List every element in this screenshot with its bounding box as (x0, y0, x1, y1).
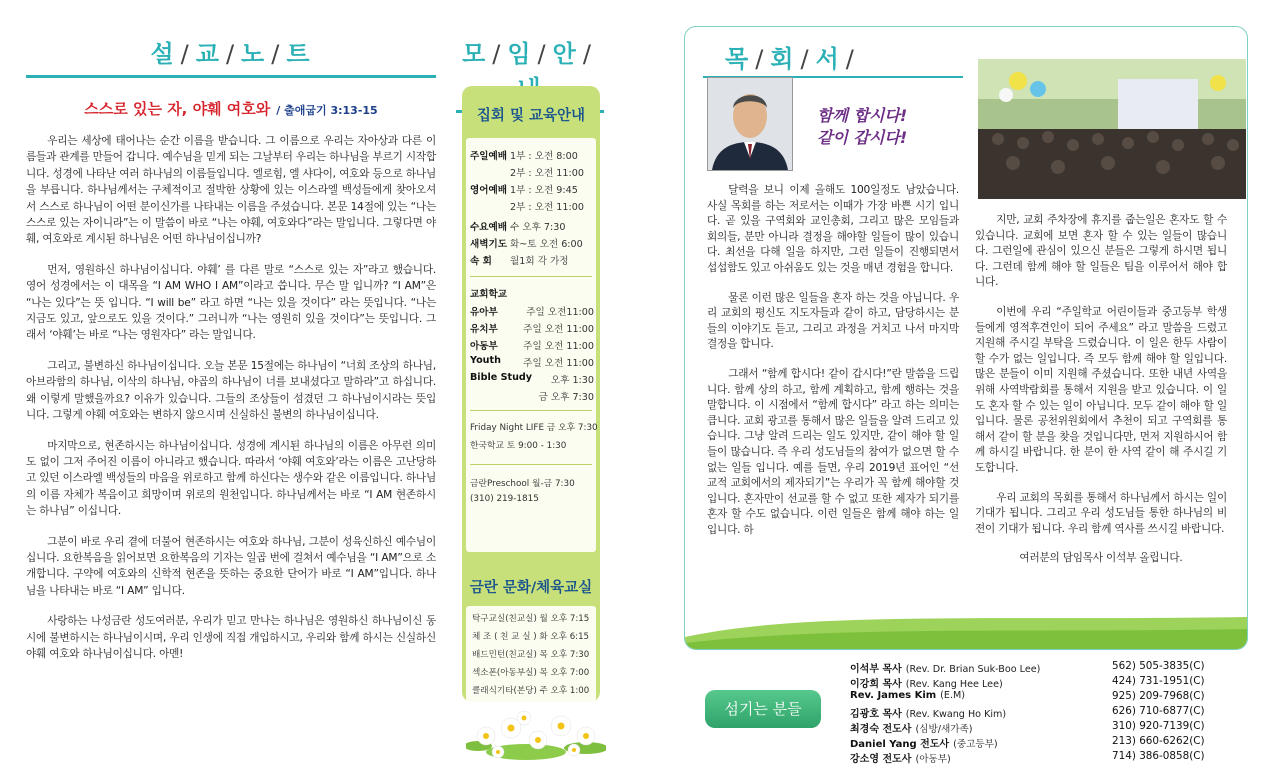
schedule-divider (470, 276, 592, 277)
staff-name: 이강희 목사 (850, 679, 902, 690)
staff-phone: 925) 209-7968(C) (1112, 690, 1205, 702)
staff-english-name: (중고등부) (953, 739, 998, 750)
staff-phone: 213) 660-6262(C) (1112, 735, 1205, 747)
sermon-reference: / 출애굽기 3:13-15 (276, 104, 378, 117)
school-label: Bible Study (470, 372, 533, 383)
worship-label: 영어예배 (470, 185, 508, 196)
staff-name: Daniel Yang 전도사 (850, 739, 950, 750)
header-char: 서 (815, 45, 841, 73)
sermon-paragraph: 사랑하는 나성금란 성도여러분, 우리가 믿고 만나는 하나님은 영원하신 하나님이신 동시에 불변하시는 하나님이시며, 우리 인생에 직접 개입하시고, 우리와 함께 하시는 신실하신 야훼 여호와 하나님이십니다. 아멘! (26, 615, 436, 660)
staff-english-name: (Rev. Kwang Ho Kim) (905, 709, 1007, 720)
school-label: 유치부 (470, 324, 498, 335)
schedule-divider (470, 464, 592, 465)
header-char: 회 (770, 45, 796, 73)
header-char: 안 (552, 40, 578, 68)
school-label: Youth (470, 355, 501, 366)
preschool-line: 금란Preschool 월-금 7:30 (470, 479, 575, 489)
school-row (470, 338, 594, 352)
worship-time: 수 오후 7:30 (510, 222, 566, 233)
service-section-title: 집회 및 교육안내 (476, 108, 586, 124)
staff-row (850, 735, 1250, 750)
letter-paragraph: 그래서 “함께 합시다! 같이 갑시다!”란 말씀을 드립니다. 함께 상의 하고, 함께 계획하고, 함께 행하는 것을 말합니다. 이 시점에서 “함께 합시다” 라고 하는 의미는 큽니다. 교회 광고를 통해서 많은 일들을 알려 드리고 있습니다. 그냥 알려 드리는 일도 있지만, 같이 해야 할 일들이 많습니다. 즉 우리 성도님들의 참여가 없으면 할 수 없는 일들 입니다. 예를 들면, 우리 2019년 표어인 “선교적 교회에서의 제자되기”는 우리가 꼭 함께 해야할 것입니다. 혼자만이 선교를 할 수 없고 또한 제자가 되기를 혼자 할 수도 없습니다. 이런 일들은 함께 해야 하는 일입니다. 하 (707, 367, 959, 536)
worship-time: 2부 : 오전 11:00 (510, 168, 584, 179)
culture-row: 섹소폰(아동부실) 목 오후 7:00 (472, 668, 590, 678)
worship-time: 1부 : 오전 8:00 (510, 151, 578, 162)
staff-row (850, 705, 1250, 720)
sermon-header: 설 / 교 / 노 / 트 (150, 40, 312, 68)
staff-english-name: (Rev. Kang Hee Lee) (905, 679, 1003, 690)
staff-phone: 714) 386-0858(C) (1112, 750, 1205, 762)
staff-phone: 424) 731-1951(C) (1112, 675, 1205, 687)
letter-paragraph: 우리 교회의 목회를 통해서 하나님께서 하시는 일이 기대가 됩니다. 그리고 우리 성도님들 통한 하나님의 비젼이 기대가 됩니다. 우리 함께 역사를 쓰시길 바랍니다. (975, 491, 1227, 535)
school-time: 오후 1:30 (550, 375, 594, 386)
staff-english-name: (E.M) (940, 690, 966, 701)
pastor-letter-panel (684, 26, 1248, 650)
staff-name: 이석부 목사 (850, 664, 902, 675)
school-time: 주일 오전11:00 (526, 307, 594, 318)
worship-label: 주일예배 (470, 151, 508, 162)
staff-name: 김광호 목사 (850, 709, 902, 720)
staff-english-name: (아동부) (915, 754, 951, 765)
letter-right-column (975, 213, 1227, 581)
school-title (470, 286, 594, 300)
school-row (470, 389, 594, 403)
staff-row (850, 660, 1250, 675)
daisy-flowers-decoration (466, 706, 606, 766)
preschool-phone: (310) 219-1815 (470, 494, 539, 504)
culture-row: 클래식기타(본당) 주 오후 1:00 (472, 686, 590, 696)
school-label: 아동부 (470, 341, 498, 352)
friday-night-line: Friday Night LIFE 금 오후 7:30 (470, 423, 598, 433)
staff-phone: 562) 505-3835(C) (1112, 660, 1205, 672)
church-event-photo (978, 59, 1246, 199)
staff-name: 강소영 전도사 (850, 754, 912, 765)
culture-row: 체 조 ( 친 교 실 ) 화 오후 6:15 (472, 632, 590, 642)
sermon-paragraph: 그리고, 불변하신 하나님이십니다. 오늘 본문 15절에는 하나님이 “너희 조상의 하나님, 아브라함의 하나님, 이삭의 하나님, 야곱의 하나님이 너를 보내셨다고 말하라”고 하십니다. 왜 이렇게 말했을까요? 이유가 있습니다. 그들의 조상들이 섬겼던 그 하나님이시라는 뜻입니다. 그렇게 야훼 여호와는 변하지 않으시며 신실하신 불변의 하나님이십니다. (26, 359, 436, 422)
worship-row (470, 253, 594, 267)
worship-label: 새벽기도 (470, 239, 508, 250)
school-row (470, 304, 594, 318)
staff-row (850, 750, 1250, 765)
congregation-photo-icon (978, 59, 1246, 199)
worship-time: 화~토 오전 6:00 (510, 239, 583, 250)
culture-section-title: 금란 문화/체육교실 (469, 580, 593, 596)
letter-paragraph: 달력을 보니 이제 올해도 100일정도 남았습니다. 사실 목회를 하는 저로서는 이때가 가장 바쁜 시기 입니다. 곧 있을 구역회와 교인총회, 그리고 많은 모임들과 회의들, 분만 아니라 결정을 해야할 일들이 많이 있습니다. 최선을 다해 일을 하지만, 그런 일들이 진행되면서 섭섭함도 있고 아쉬움도 있는 것을 매년 경험을 합니다. (707, 184, 959, 274)
staff-english-name: (Rev. Dr. Brian Suk-Boo Lee) (905, 664, 1041, 675)
header-char: 모 (462, 40, 488, 68)
school-time: 주일 오전 11:00 (523, 358, 594, 369)
school-row (470, 355, 594, 369)
header-char: 교 (195, 40, 221, 68)
school-row (470, 372, 594, 386)
sermon-heading (26, 98, 436, 119)
staff-button[interactable]: 섬기는 분들 (705, 690, 821, 728)
worship-row (470, 148, 594, 162)
school-row (470, 321, 594, 335)
header-char: 트 (286, 40, 312, 68)
worship-row (470, 165, 594, 179)
worship-time: 월1회 각 가정 (510, 256, 569, 267)
header-char: 임 (507, 40, 533, 68)
letter-left-column (707, 183, 959, 552)
sermon-paragraph: 먼저, 영원하신 하나님이십니다. 야훼’ 를 다른 말로 “스스로 있는 자”라고 했습니다. 영어 성경에서는 이 대목을 “I AM WHO I AM”이라고 씁니다. 무슨 말 입니까? “I AM”은 “나는 있다”는 뜻 입니다. “I will be” 라고 하면 “나는 있을 것이다” 라는 뜻입니다. “나는 지금도 있고, 앞으로도 있을 것이다.” 그러니까 “나는 영원히 있을 것이다”는 뜻입니다. 그래서 ‘야훼’는 바로 “나는 영원자다” 라는 말입니다. (26, 263, 436, 342)
staff-row (850, 720, 1250, 735)
slogan (817, 105, 907, 149)
slogan-line-2: 같이 갑시다! (817, 128, 908, 147)
worship-row (470, 219, 594, 233)
pastor-portrait-icon (708, 78, 792, 170)
pastor-header: 목 / 회 / 서 / (725, 39, 885, 109)
letter-paragraph: 이번에 우리 “주일학교 어린이들과 중고등부 학생들에게 영적후견인이 되어 주세요” 라고 말씀을 드렸고 지원해 주시길 부탁을 드렸습니다. 이 일은 한두 사람이 할 수가 없는 일입니다. 즉 모두 함께 해야 할 일입니다. 많은 분들이 이미 지원해 주셨습니다. 또한 내년 사역을 위해 사역박람회를 통해서 지원을 받고 있습니다. 이 일도 혼자 할 수 있는 일이 아닙니다. 모두 같이 해야 할 일입니다. 물론 공천위원회에서 추천이 되고 구역회를 통해서 같이 할 분을 찾을 것입니다만, 먼저 지원하시어 함께 하시길 바랍니다. 한 분이 한 사역 같이 해 주시길 기도합니다. (975, 305, 1227, 474)
letter-paragraph: 물론 이런 많은 일들을 혼자 하는 것을 아닙니다. 우리 교회의 평신도 지도자들과 같이 하고, 담당하시는 분들의 이야기도 듣고, 그리고 과정을 거치고 나서 마지막 결정을 합니다. (707, 291, 959, 351)
header-divider (26, 75, 436, 78)
meetings-header: 모 / 임 / 안 / (456, 34, 604, 104)
sermon-paragraph: 우리는 세상에 태어나는 순간 이름을 받습니다. 그 이름으로 우리는 자아상과 다른 이름들과 관계를 만들어 갑니다. 예수님을 믿게 되는 그날부터 우리는 하나님을 부르기 시작합니다. 성경에 나타난 여러 하나님의 이름들입니다. 엘로힘, 엘 샤다이, 여호와 등으로 하나님을 부릅니다. 하나님께서는 구체적이고 절박한 상황에 있는 이스라엘 백성들에게 찾아오셔서 스스로 하나님이 어떤 분이신가를 나타내는 이름을 주셨습니다. 본문 14절에 있는 “나는 스스로 있는 자이니라”는 이 말씀이 바로 “나는 야훼, 여호와다”라는 말입니다. 그렇다면 야훼, 여호와로 계시된 하나님은 어떤 하나님이십니까? (26, 135, 436, 246)
worship-label: 속 회 (470, 256, 492, 267)
worship-row (470, 236, 594, 250)
pastor-photo (707, 77, 793, 171)
letter-paragraph: 지만, 교회 주차장에 휴지를 줍는일은 혼자도 할 수 있습니다. 교회에 보면 혼자 할 수 있는 일들이 많습니다. 그런일에 관심이 있으신 분들은 그렇게 하시면 됩니다. 그런데 함께 해야 할 일들은 팀을 이루어서 해야 합니다. (975, 214, 1227, 289)
school-label: 유아부 (470, 307, 498, 318)
staff-name: 최경숙 전도사 (850, 724, 912, 735)
school-time: 주일 오전 11:00 (523, 324, 594, 335)
worship-row (470, 182, 594, 196)
school-time: 금 오후 7:30 (538, 392, 594, 403)
schedule-divider (470, 410, 592, 411)
sermon-notes-column (26, 26, 436, 771)
meadow-decoration (685, 607, 1247, 649)
letter-signature: 여러분의 담임목사 이석부 올립니다. (1019, 552, 1183, 565)
sermon-paragraph: 그분이 바로 우리 곁에 더불어 현존하시는 여호와 하나님, 그분이 성육신하신 예수님이십니다. 요한복음을 읽어보면 요한복음의 기자는 일곱 번에 걸쳐서 예수님을 “I AM”으로 소개합니다. 구약에 여호와의 신학적 현존을 뜻하는 중요한 단어가 바로 “I AM”입니다. 하나님을 나타내는 바로 “I AM” 입니다. (26, 535, 436, 597)
header-char: 목 (725, 45, 751, 73)
worship-label: 수요예배 (470, 222, 508, 233)
culture-row: 탁구교실(친교실) 월 오후 7:15 (472, 614, 590, 624)
sermon-title: 스스로 있는 자, 야훼 여호와 (84, 100, 271, 118)
staff-phone: 626) 710-6877(C) (1112, 705, 1205, 717)
staff-row (850, 690, 1250, 701)
culture-row: 배드민턴(친교실) 목 오후 7:30 (472, 650, 590, 660)
slogan-line-1: 함께 합시다! (817, 106, 908, 125)
worship-time: 2부 : 오전 11:00 (510, 202, 584, 213)
worship-row (470, 199, 594, 213)
staff-english-name: (심방/새가족) (915, 724, 973, 735)
staff-name: Rev. James Kim (850, 690, 937, 701)
header-char: 노 (241, 40, 267, 68)
school-title-text: 교회학교 (470, 289, 508, 300)
worship-time: 1부 : 오전 9:45 (510, 185, 578, 196)
header-char: 설 (150, 40, 176, 68)
sermon-paragraph: 마지막으로, 현존하시는 하나님이십니다. 성경에 계시된 하나님의 이름은 아무런 의미도 없이 그저 주어진 이름이 아니라고 했습니다. 따라서 ‘야훼 여호와’라는 이름은 고난당하고 있던 이스라엘 백성들의 마음을 위로하고 함께 하신다는 생수와 같은 이름입니다. 하나님의 이름 자체가 복음이고 희망이며 위로의 원천입니다. 하나님께서는 바로 “I AM 현존하시는 하나님” 이십니다. (26, 439, 436, 518)
schedule-box (462, 86, 600, 702)
staff-phone: 310) 920-7139(C) (1112, 720, 1205, 732)
staff-row (850, 675, 1250, 690)
korean-school-line: 한국학교 토 9:00 - 1:30 (470, 441, 567, 451)
school-time: 주일 오전 11:00 (523, 341, 594, 352)
meeting-guide-column (456, 26, 604, 771)
